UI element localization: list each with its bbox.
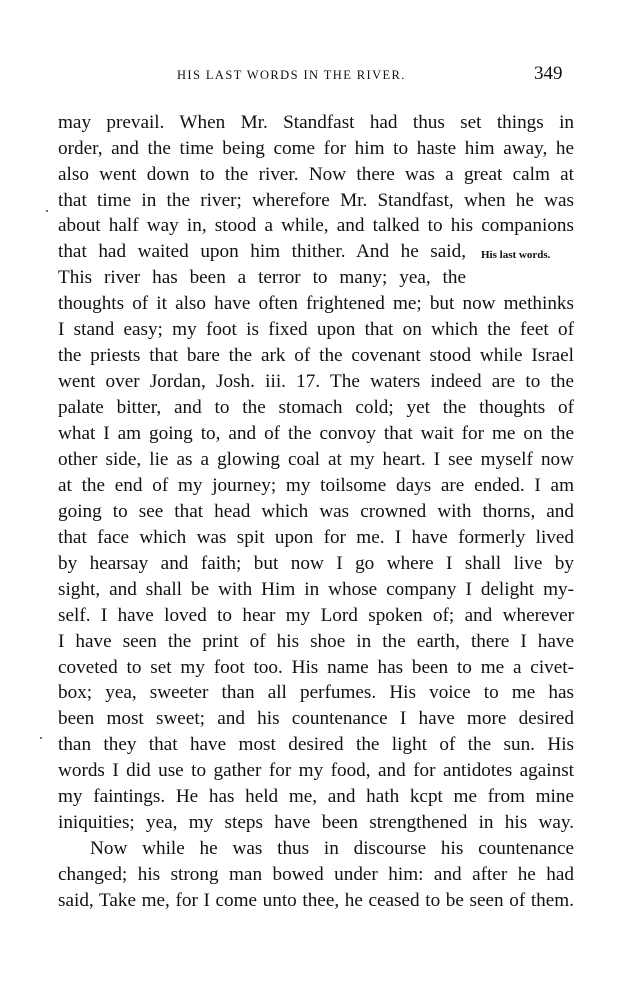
body-line: I stand easy; my foot is fixed upon that on which the feet of bbox=[58, 319, 574, 340]
body-line: the priests that bare the ark of the covenant stood while Israel bbox=[58, 345, 574, 366]
body-line: changed; his strong man bowed under him: and after he had bbox=[58, 864, 574, 885]
body-line: sight, and shall be with Him in whose company I delight my- bbox=[58, 579, 574, 600]
body-line: palate bitter, and to the stomach cold; yet the thoughts of bbox=[58, 397, 574, 418]
body-line: at the end of my journey; my toilsome days are ended. I am bbox=[58, 475, 574, 496]
body-line: self. I have loved to hear my Lord spoken of; and wherever bbox=[58, 605, 574, 626]
body-line: my faintings. He has held me, and hath kcpt me from mine bbox=[58, 786, 574, 807]
body-line: other side, lie as a glowing coal at my heart. I see myself now bbox=[58, 449, 574, 470]
page-number: 349 bbox=[534, 63, 563, 84]
body-line: Now while he was thus in discourse his countenance bbox=[90, 838, 574, 859]
body-line: words I did use to gather for my food, and for antidotes against bbox=[58, 760, 574, 781]
body-line: that had waited upon him thither. And he said, bbox=[58, 241, 466, 262]
body-line: iniquities; yea, my steps have been strengthened in his way. bbox=[58, 812, 574, 833]
body-line: going to see that head which was crowned with thorns, and bbox=[58, 501, 574, 522]
body-line: order, and the time being come for him to haste him away, he bbox=[58, 138, 574, 159]
body-line: thoughts of it also have often frightened me; but now methinks bbox=[58, 293, 574, 314]
body-line: box; yea, sweeter than all perfumes. His voice to me has bbox=[58, 682, 574, 703]
body-line: that time in the river; wherefore Mr. Standfast, when he was bbox=[58, 190, 574, 211]
ink-speck bbox=[40, 737, 42, 739]
body-line: may prevail. When Mr. Standfast had thus set things in bbox=[58, 112, 574, 133]
body-line: This river has been a terror to many; yea, the bbox=[58, 267, 466, 288]
body-line: by hearsay and faith; but now I go where I shall live by bbox=[58, 553, 574, 574]
body-line: what I am going to, and of the convoy that wait for me on the bbox=[58, 423, 574, 444]
body-line: about half way in, stood a while, and talked to his companions bbox=[58, 215, 574, 236]
ink-speck bbox=[46, 210, 48, 212]
marginal-note: His last words. bbox=[481, 249, 551, 261]
body-line: I have seen the print of his shoe in the earth, there I have bbox=[58, 631, 574, 652]
body-line: said, Take me, for I come unto thee, he ceased to be seen of them. bbox=[58, 890, 574, 911]
body-line: than they that have most desired the light of the sun. His bbox=[58, 734, 574, 755]
body-line: coveted to set my foot too. His name has been to me a civet- bbox=[58, 657, 574, 678]
body-line: been most sweet; and his countenance I have more desired bbox=[58, 708, 574, 729]
body-line: went over Jordan, Josh. iii. 17. The waters indeed are to the bbox=[58, 371, 574, 392]
running-head: HIS LAST WORDS IN THE RIVER. bbox=[177, 68, 406, 82]
body-line: also went down to the river. Now there was a great calm at bbox=[58, 164, 574, 185]
body-line: that face which was spit upon for me. I have formerly lived bbox=[58, 527, 574, 548]
